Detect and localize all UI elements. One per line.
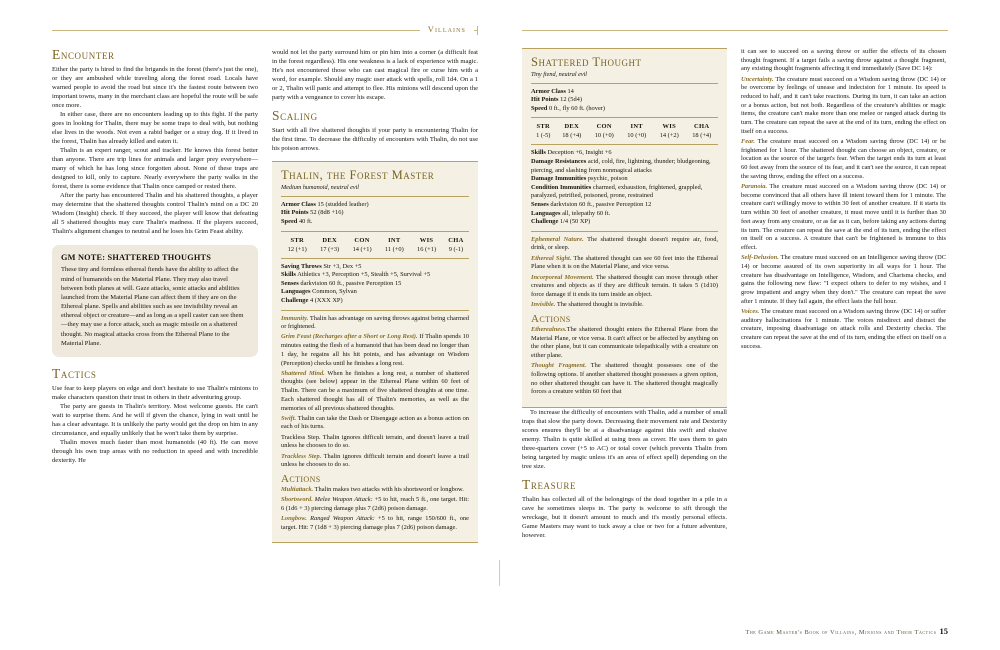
action-name: Multiattack. <box>281 486 314 494</box>
speed-label: Speed <box>531 104 548 112</box>
senses-label: Senses <box>281 279 299 287</box>
statblock-rule-mid-2 <box>531 144 718 145</box>
feature-text: The shattered thought can see 60 feet into the Ethereal Plane when it is on the Material Plane, and vice versa. <box>531 254 718 271</box>
action-subtype: Melee Weapon Attack: <box>314 496 373 504</box>
statblock-rule-bottom <box>531 231 718 232</box>
action-name: Etherealness. <box>531 325 567 333</box>
action-subtype: Ranged Weapon Attack: <box>310 515 375 523</box>
ability-header-wis: WIS <box>419 236 434 244</box>
action-name: Longbow. <box>281 515 307 523</box>
fragment-text: The creature must succeed on a Wisdom saving throw (DC 14) or suffer auditory hallucinations for 1 minute. The voices misdirect and distract the creature, imposing disadvantage on attack rolls and Dexterity checks. The creature can repeat the save at the end of its turn, ending the effect on itself on a success. <box>741 307 947 350</box>
fragment-name: Paranoia. <box>741 183 768 191</box>
ability-header-int: INT <box>630 123 643 131</box>
action-text: +5 to hit, reach 5 ft., one target. Hit: 6 (1d6 + 3) piercing damage plus 7 (2d6) poison damage. <box>281 496 469 512</box>
feature-name: Swift. <box>281 414 297 422</box>
senses-label: Senses <box>531 200 549 208</box>
action-text: The shattered thought enters the Ethereal Plane from the Material Plane, or vice versa. It can't affect or be affected by anything on the other plane, but it can communicate telepathically with a creature on either plane. <box>531 325 718 360</box>
statblock-hit-points <box>531 96 718 105</box>
feature-name: Ephemeral Nature. <box>531 235 584 243</box>
challenge-value: 4 (XXX XP) <box>309 296 343 304</box>
ability-header-con: CON <box>596 123 612 131</box>
feature-swift <box>281 415 469 432</box>
ability-value-dex: 18 (+4) <box>562 132 582 140</box>
action-text: The shattered thought possesses one of the following options. If another shattered thought possesses a given option, no other shattered thought can have it. The shattered thought magically forces a creature within 60 feet that <box>531 362 718 396</box>
action-longbow <box>281 515 469 532</box>
speed-value: 40 ft. <box>298 218 313 226</box>
armor-class-value: 14 <box>567 87 574 95</box>
ability-header-dex: DEX <box>564 123 580 131</box>
encounter-paragraph-2: In either case, there are no encounters leading up to this fight. If the party goes in looking for Thalin, there may be some traps to deal with, but nothing else lives in the woods. Not even a rabid badger or a stray dog. If it lived in the forest, Thalin has already killed and eaten it. <box>52 111 258 146</box>
senses-value: darkvision 60 ft., passive Perception 15 <box>300 279 402 287</box>
statblock-armor-class <box>281 201 469 210</box>
skills-label: Skills <box>531 149 546 157</box>
statblock-thalin <box>272 161 478 543</box>
encounter-paragraph-4: After the party has encountered Thalin and his shattered thoughts, a player may determine that the shattered thoughts control Thalin's mind on a DC 20 Wisdom (Insight) check. If they succeed, the player will know that defeating all 5 shattered thoughts may cure Thalin's madness. If the players succeed, Thalin's alignment changes to neutral and he loses his Grim Feast ability. <box>52 192 258 236</box>
statblock-type-line: Tiny fiend, neutral evil <box>531 70 588 78</box>
feature-name: Trackless Step. <box>281 452 322 460</box>
statblock-type-line: Medium humanoid, neutral evil <box>281 183 360 191</box>
languages-value: all, telepathy 60 ft. <box>562 209 611 217</box>
feature-grim-feast <box>281 333 469 368</box>
statblock-rule-mid-2 <box>281 258 469 259</box>
fragment-text: The creature must succeed on a Wisdom saving throw (DC 14) or be frightened for 1 hour. The shattered thought can choose an object, creature, or location as the source of the target's fear. When the target ends its turn at least 60 feet away from the source of its fear, and it can't see the source, it can repeat the saving throw, ending the effect on a success. <box>741 138 946 180</box>
challenge-value: 1/4 (50 XP) <box>559 218 591 226</box>
tactics-paragraph-3: Thalin moves much faster than most humanoids (40 ft). He can move through his own trap areas with no reduction in speed and with incredible dexterity. He <box>52 438 258 464</box>
feature-name: Shattered Mind. <box>281 369 325 377</box>
scaling-heading: Scaling <box>272 108 318 124</box>
challenge-label: Challenge <box>531 218 559 226</box>
feature-text: Thalin can take the Dash or Disengage action as a bonus action on each of his turns. <box>281 414 469 431</box>
action-text: +5 to hit, range 150/600 ft., one target. Hit: 7 (1d8 + 3) piercing damage plus 7 (2d6) poison damage. <box>281 515 469 531</box>
feature-name: Grim Feast (Recharges after a Short or Long Rest). <box>281 333 418 341</box>
armor-class-label: Armor Class <box>281 200 316 208</box>
senses-value: darkvision 60 ft., passive Perception 12 <box>550 200 652 208</box>
running-head <box>52 24 478 38</box>
languages-label: Languages <box>531 209 561 217</box>
statblock-challenge <box>531 218 718 227</box>
encounter-heading: Encounter <box>52 47 115 62</box>
saving-throws-value: Str +3, Dex +5 <box>323 262 362 270</box>
action-thought-fragment <box>531 362 718 397</box>
tactics-heading: Tactics <box>52 365 97 381</box>
damage-resistances-value: acid, cold, fire, lightning, thunder; bludgeoning, piercing, and slashing from nonmagical attacks <box>531 158 711 174</box>
languages-value: Common, Sylvan <box>312 288 357 296</box>
tactics-continued-paragraph: would not let the party surround him or pin him into a corner (a difficult feat in the forest regardless). His one weakness is a lack of experience with magic. He's not encountered those who can cast magical fire or curse him with a word, for example. Should any magic user attack with spells, roll 1d4. On a 1 or 2, Thalin will panic and attempt to flee. His minions will descend upon the party with a vengeance to cover his escape. <box>272 49 478 102</box>
condition-immunities-label: Condition Immunities <box>531 183 592 191</box>
running-head-rule-right <box>522 30 948 31</box>
left-page-columns <box>52 48 478 604</box>
thought-fragment-continued: it can see to succeed on a saving throw or suffer the effects of its chosen thought fragment. If a target fails a saving throw against a thought fragment, any existing thought fragments affecting it end immediately (Save DC 14): <box>741 48 946 73</box>
feature-text: If Thalin spends 10 minutes eating the flesh of a humanoid that has been dead no longer than 1 day, he regains all his hit points, and has advantage on Wisdom (Perception) checks until he finishes a long rest. <box>281 333 469 367</box>
statblock-actions-heading: Actions <box>531 312 571 325</box>
statblock-name: Shattered Thought <box>531 55 642 69</box>
statblock-senses <box>531 201 718 210</box>
ability-value-cha: 9 (-1) <box>448 245 464 253</box>
ability-header-str: STR <box>536 123 551 131</box>
feature-text: When he finishes a long rest, a number of shattered thoughts (see below) appear in the Ethereal Plane within 60 feet of Thalin. There can be a maximum of five shattered thoughts at one time. Each shattered thought has all of Thalin's memories, as well as the memories of all previous shattered thoughts. <box>281 369 469 412</box>
skills-label: Skills <box>281 271 296 279</box>
action-name: Shortsword. <box>281 496 313 504</box>
gm-note-box <box>52 245 258 356</box>
action-etherealness <box>531 326 718 361</box>
page-number: 15 <box>939 626 948 636</box>
statblock-rule-bottom <box>281 310 469 311</box>
saving-throws-label: Saving Throws <box>281 262 322 270</box>
page-footer <box>745 626 948 636</box>
feature-text: Thalin has advantage on saving throws against being charmed or frightened. <box>281 314 469 331</box>
ability-value-row <box>531 131 718 140</box>
right-page <box>500 0 1000 650</box>
ability-header-cha: CHA <box>448 236 464 244</box>
armor-class-value: 15 (studded leather) <box>317 200 369 208</box>
ability-value-str: 1 (-5) <box>536 132 551 140</box>
statblock-rule-top <box>531 83 718 84</box>
feature-text: The shattered thought doesn't require air, food, drink, or sleep. <box>531 235 718 252</box>
feature-trackless-step-plain <box>281 434 469 451</box>
statblock-features <box>531 236 718 310</box>
ability-value-int: 11 (+0) <box>384 245 404 253</box>
statblock-rule-top <box>281 196 469 197</box>
feature-trackless-step <box>281 453 469 470</box>
speed-label: Speed <box>281 218 298 226</box>
languages-label: Languages <box>281 288 311 296</box>
gutter-mark <box>499 560 500 586</box>
tactics-paragraph-1: Use fear to keep players on edge and don't hesitate to use Thalin's minions to make characters question their trust in others in their adventuring group. <box>52 384 258 401</box>
treasure-heading: Treasure <box>522 476 577 492</box>
feature-name: Ethereal Sight. <box>531 254 572 262</box>
ability-header-cha: CHA <box>694 123 710 131</box>
feature-name: Invisible. <box>531 301 556 309</box>
feature-text: The shattered thought is invisible. <box>556 301 644 309</box>
feature-text: The shattered thought can move through other creatures and objects as if they are difficult terrain. It takes 5 (1d10) force damage if it ends its turn inside an object. <box>531 273 718 298</box>
ability-header-wis: WIS <box>662 123 676 131</box>
scaling-continued-paragraph: To increase the difficulty of encounters with Thalin, add a number of small traps that slow the party down. Decreasing their movement rate and Dexterity scores ensures they'll be at a disadvantage against this swift and elusive enemy. Thalin is quite skilled at using trees as cover. He uses them to gain three-quarters cover (+5 to AC) or total cover (which prevents Thalin from being targeted by magic unless it's an area of effect spell) depending on the tree size. <box>522 408 727 470</box>
feature-shattered-mind <box>281 370 469 414</box>
running-head-label: Villains <box>420 24 474 34</box>
skills-value: Athletics +3, Perception +5, Stealth +5, Survival +5 <box>297 271 431 279</box>
fragment-text: The creature must succeed on an Intelligence saving throw (DC 14) or become assured of its own superiority in all ways for 1 hour. The creature has disadvantage on Intelligence, Wisdom, and Charisma checks, and gains the following new flaw: "I expect others to defer to my wishes, and I grow impatient and angry when they don't." The creature can repeat the save after 1 minute. If they fail again, the effect lasts the full hour. <box>741 254 946 305</box>
ability-value-int: 10 (+0) <box>627 132 647 140</box>
statblock-skills <box>531 149 718 158</box>
feature-incorporeal-movement <box>531 274 718 300</box>
ability-header-dex: DEX <box>322 236 337 244</box>
damage-immunities-value: psychic, poison <box>587 175 628 183</box>
damage-resistances-label: Damage Resistances <box>531 158 587 166</box>
statblock-languages <box>531 210 718 219</box>
statblock-armor-class <box>531 88 718 97</box>
statblock-skills <box>281 271 469 280</box>
fragment-fear <box>741 138 946 182</box>
ability-value-dex: 17 (+3) <box>320 245 340 253</box>
feature-name: Trackless Step. <box>281 433 321 441</box>
ability-header-row <box>531 122 718 131</box>
fragment-name: Self-Delusion. <box>741 254 779 262</box>
right-column-2 <box>741 48 946 604</box>
scaling-paragraph-1: Start with all five shattered thoughts if your party is encountering Thalin for the first time. To decrease the difficulty of encounters with Thalin, do not use his poison arrows. <box>272 127 478 153</box>
encounter-paragraph-1: Either the party is hired to find the brigands in the forest (there's just the one), or they are ambushed while traveling along the forest road. Locals have warned people to avoid the road but since it's the fastest route between two important towns, many in the merchant class are hopeful the route will be safe once more. <box>52 65 258 109</box>
fragment-uncertainty <box>741 76 946 137</box>
running-head-right <box>522 24 948 38</box>
fragment-paranoia <box>741 183 946 253</box>
fragment-name: Fear. <box>741 138 756 146</box>
speed-value: 0 ft., fly 60 ft. (hover) <box>548 104 606 112</box>
ability-value-cha: 18 (+4) <box>692 132 712 140</box>
armor-class-label: Armor Class <box>531 87 566 95</box>
feature-ephemeral-nature <box>531 236 718 253</box>
encounter-paragraph-3: Thalin is an expert ranger, scout and tracker. He knows this forest better than anyone. There are trip lines for animals and larger prey everywhere—many of which he has long since forgotten about. None of these traps are designed to kill, only to capture. Nearly everywhere the party walks in the forest, there is some evidence that Thalin once camped or rested there. <box>52 147 258 191</box>
statblock-damage-immunities <box>531 175 718 184</box>
statblock-hit-points <box>281 209 469 218</box>
gm-note-heading: GM NOTE: SHATTERED THOUGHTS <box>61 253 212 263</box>
treasure-paragraph-1: Thalin has collected all of the belongings of the dead together in a pile in a cave he sometimes sleeps in. The party is welcome to sift through the wreckage, but it doesn't amount to much and it's mostly personal effects. Game Masters may want to tuck away a clue or two for a future adventure, however. <box>522 495 727 539</box>
fragment-name: Voices. <box>741 307 760 315</box>
ability-header-row <box>281 236 469 245</box>
feature-name: Immunity. <box>281 314 309 322</box>
feature-name: Incorporeal Movement. <box>531 273 594 281</box>
right-column-1 <box>522 48 727 604</box>
feature-ethereal-sight <box>531 255 718 272</box>
footer-book-title: The Game Master's Book of Villains, Minions and Their Tactics <box>745 629 937 636</box>
action-multiattack <box>281 486 469 495</box>
statblock-speed <box>281 218 469 227</box>
feature-text: Thalin ignores difficult terrain and doesn't leave a trail unless he chooses to do so. <box>281 452 469 469</box>
skills-value: Deception +6, Insight +6 <box>547 149 612 157</box>
statblock-senses <box>281 280 469 289</box>
gm-note-body: These tiny and formless ethereal fiends have the ability to affect the mind of humanoids on the Material Plane. They may also travel between both planes at will. Gaze attacks, sonic attacks and abilities launched from the Material Plane can affect them if they are on the Ethereal plane. Spells and abilities such as see invisibility reveal an ethereal object or creature—and as long as a spell caster can see them—they may use a force attack, such as magic missile on a shattered thought. No magical attacks cross from the Ethereal Plane to the Material Plane. <box>61 266 244 347</box>
running-head-tick <box>477 26 478 35</box>
right-page-columns <box>522 48 948 604</box>
statblock-features <box>281 315 469 470</box>
hit-points-label: Hit Points <box>531 96 559 104</box>
challenge-label: Challenge <box>281 296 309 304</box>
statblock-speed <box>531 105 718 114</box>
statblock-challenge <box>281 297 469 306</box>
statblock-rule-mid-1 <box>531 117 718 118</box>
condition-immunities-value: charmed, exhaustion, frightened, grappled, paralyzed, petrified, poisoned, prone, restrained <box>531 183 703 200</box>
left-column-2 <box>272 48 478 604</box>
ability-header-str: STR <box>290 236 304 244</box>
hit-points-value: 12 (5d4) <box>560 96 582 104</box>
statblock-saving-throws <box>281 263 469 272</box>
damage-immunities-label: Damage Immunities <box>531 175 587 183</box>
left-column-1 <box>52 48 258 604</box>
tactics-paragraph-2: The party are guests in Thalin's territory. Most welcome guests. He can't wait to surprise them. And he will if given the chance, lying in wait until he has a clear advantage. It is unlikely the party would get the drop on him in any circumstance, and equally unlikely that he won't take them by surprise. <box>52 402 258 437</box>
fragment-self-delusion <box>741 254 946 306</box>
feature-invisible <box>531 301 718 310</box>
ability-value-wis: 16 (+1) <box>417 245 437 253</box>
fragment-name: Uncertainty. <box>741 75 774 83</box>
action-text: Thalin makes two attacks with his shortsword or longbow. <box>314 486 464 494</box>
statblock-shattered-thought <box>522 48 727 408</box>
ability-score-table <box>531 122 718 140</box>
ability-value-con: 14 (+1) <box>352 245 372 253</box>
fragment-text: The creature must succeed on a Wisdom saving throw (DC 14) or be overcome by feelings of unease and indecision for 1 minute. Its speed is reduced to half, and it can't take reactions. During its turn, it can take an action or a bonus action, but not both. Regardless of the creature's abilities or magic items, the creature can't make more than one melee or ranged attack during its turn. The creature can repeat the save at the end of its turn, ending the effect on itself on a success. <box>741 75 946 135</box>
feature-text: Thalin ignores difficult terrain, and doesn't leave a trail unless he chooses to do so. <box>281 433 469 450</box>
feature-immunity <box>281 315 469 332</box>
statblock-name: Thalin, the Forest Master <box>281 168 435 183</box>
ability-value-con: 10 (+0) <box>594 132 614 140</box>
statblock-rule-mid-1 <box>281 231 469 232</box>
fragment-text: The creature must succeed on a Wisdom saving throw (DC 14) or become convinced that all others have ill intent toward them for 1 minute. The creature can't willingly move to within 30 feet of another creature. If it starts its turn within 30 feet of another creature, it must move until it is further than 30 feet away from any creature, or as far as it can, before taking any actions during its turn. The creature can repeat the save at the end of its turn, ending the effect on itself on a success. A creature that can't be frightened is immune to this effect. <box>741 183 946 251</box>
statblock-damage-resistances <box>531 158 718 175</box>
ability-header-con: CON <box>354 236 370 244</box>
hit-points-label: Hit Points <box>281 209 309 217</box>
hit-points-value: 52 (8d8 +16) <box>310 209 344 217</box>
action-name: Thought Fragment. <box>531 362 587 370</box>
fragment-voices <box>741 308 946 352</box>
statblock-actions-heading: Actions <box>281 472 321 485</box>
ability-value-str: 12 (+1) <box>287 245 307 253</box>
ability-value-row <box>281 245 469 254</box>
action-shortsword <box>281 496 469 513</box>
ability-value-wis: 14 (+2) <box>659 132 679 140</box>
ability-header-int: INT <box>388 236 401 244</box>
statblock-condition-immunities <box>531 184 718 201</box>
statblock-languages <box>281 288 469 297</box>
running-head-rule <box>52 30 478 31</box>
ability-score-table <box>281 236 469 254</box>
